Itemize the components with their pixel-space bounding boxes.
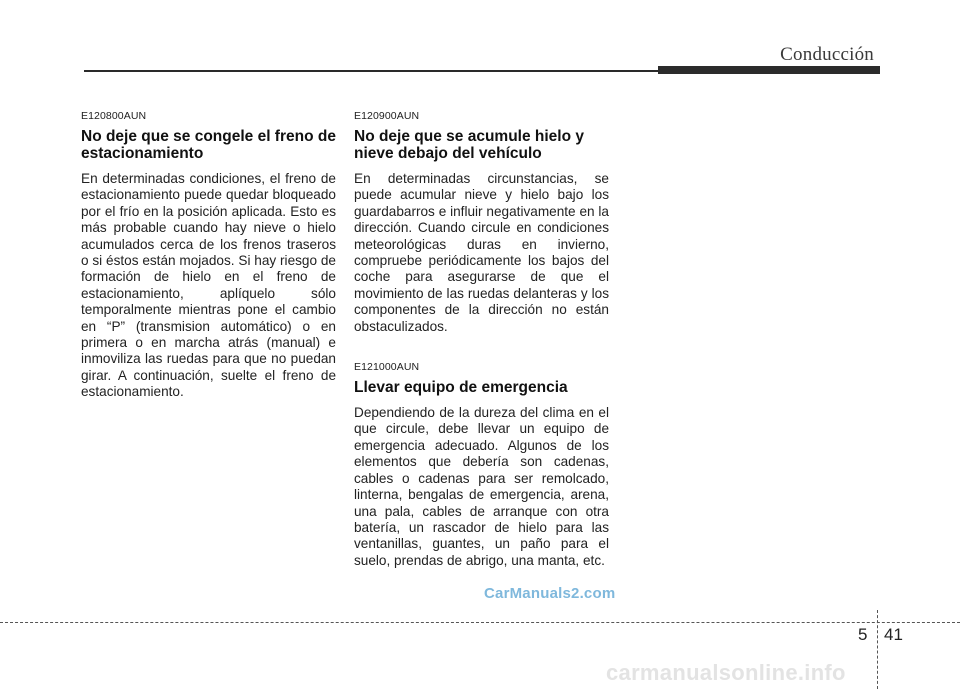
header-rule xyxy=(84,70,662,72)
section-heading: Llevar equipo de emergencia xyxy=(354,379,568,397)
section-code: E121000AUN xyxy=(354,361,420,374)
section-body: En determinadas circunstancias, se puede acumular nieve y hielo bajo los guardabarros e influir negativamente en la dirección. Cuando circule en condiciones meteorológicas duras en invierno, compruebe periódicamente los bajos del coche para asegurarse de que el movimiento de las ruedas delanteras y los componentes de la dirección no están obstaculizados. xyxy=(354,171,609,334)
section-code: E120900AUN xyxy=(354,110,420,122)
header-bar xyxy=(658,66,880,74)
footer-dashed-divider xyxy=(877,610,878,689)
watermark-carmanuals2[interactable]: CarManuals2.com xyxy=(484,585,616,602)
section-ice-snow xyxy=(354,110,609,335)
section-parking-brake xyxy=(81,110,336,401)
section-body: En determinadas condiciones, el freno de estacionamiento puede quedar bloqueado por el frío en la posición aplicada. Esto es más probable cuando hay nieve o hielo acumulados cerca de los frenos traseros o si éstos están mojados. Si hay riesgo de formación de hielo en el freno de estacionamiento, aplíquelo sólo temporalmente mientras pone el cambio en “P” (transmision automático) o en primera o en marcha atrás (manual) e inmoviliza las ruedas para que no puedan girar. A continuación, suelte el freno de estacionamiento. xyxy=(81,171,336,400)
section-code: E120800AUN xyxy=(81,110,147,122)
section-heading: No deje que se congele el freno de estacionamiento xyxy=(81,128,336,162)
page-number: 41 xyxy=(884,625,903,644)
section-emergency-equipment xyxy=(354,361,609,569)
footer-dashed-rule xyxy=(0,622,960,623)
chapter-number: 5 xyxy=(858,625,868,644)
section-heading: No deje que se acumule hielo y nieve debajo del vehículo xyxy=(354,128,584,162)
chapter-title: Conducción xyxy=(780,44,874,65)
watermark-carmanualsonline[interactable]: carmanualsonline.info xyxy=(606,660,846,685)
right-column xyxy=(354,110,609,569)
section-body: Dependiendo de la dureza del clima en el que circule, debe llevar un equipo de emergencia adecuado. Algunos de los elementos que debería son cadenas, cables o cadenas para ser remolcado, linterna, bengalas de emergencia, arena, una pala, cables de arranque con otra batería, un rascador de hielo para las ventanillas, guantes, un paño para el suelo, prendas de abrigo, una manta, etc. xyxy=(354,405,609,568)
left-column xyxy=(81,110,336,401)
